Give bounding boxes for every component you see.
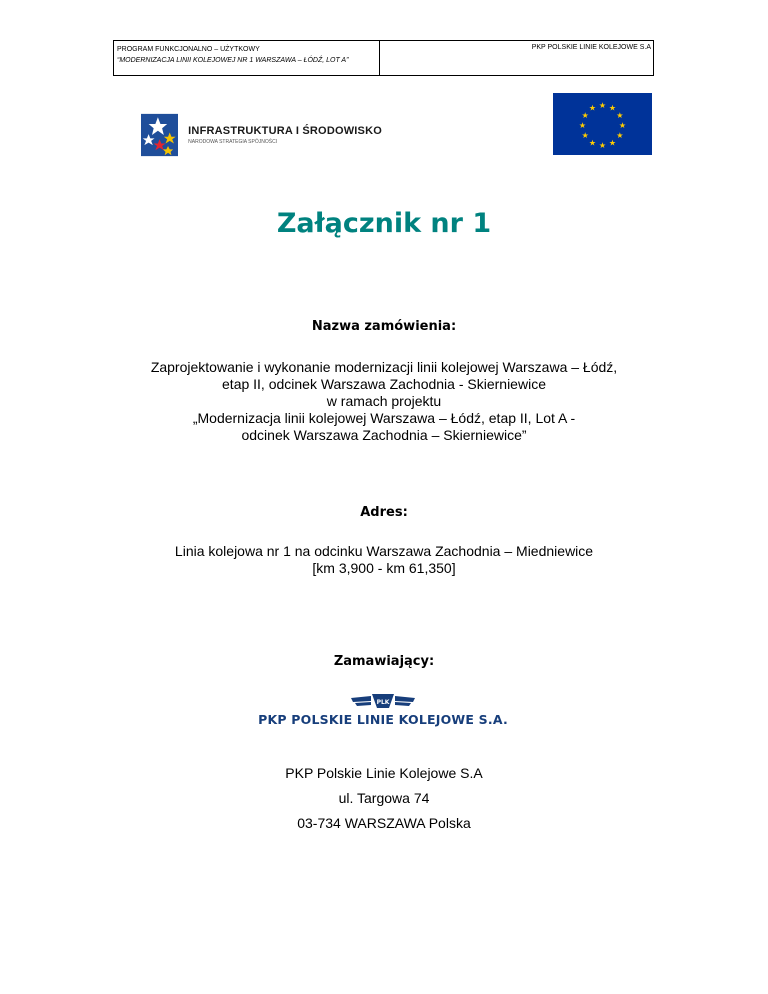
header-program: PROGRAM FUNKCJONALNO – UŻYTKOWY xyxy=(117,46,260,53)
client-name: PKP Polskie Linie Kolejowe S.A xyxy=(285,765,483,781)
header-company: PKP POLSKIE LINIE KOLEJOWE S.A xyxy=(531,44,651,51)
svg-text:★: ★ xyxy=(616,111,624,120)
infrastruktura-logo xyxy=(118,95,382,175)
address-label: Adres: xyxy=(360,505,408,520)
svg-text:★: ★ xyxy=(616,131,624,140)
client-label: Zamawiający: xyxy=(333,654,435,669)
eu-stars-icon xyxy=(553,93,652,155)
svg-text:★: ★ xyxy=(588,138,597,148)
eu-flag xyxy=(553,93,652,155)
address-line: [km 3,900 - km 61,350] xyxy=(312,560,456,576)
svg-text:★: ★ xyxy=(578,121,587,130)
plk-logo-text: PKP POLSKIE LINIE KOLEJOWE S.A. xyxy=(258,712,508,727)
order-description xyxy=(0,359,768,444)
client-city: 03-734 WARSZAWA Polska xyxy=(297,815,471,831)
order-line: w ramach projektu xyxy=(326,393,442,409)
svg-text:★: ★ xyxy=(618,121,627,130)
document-header xyxy=(113,40,654,76)
svg-text:★: ★ xyxy=(581,111,589,120)
ifs-logo-subtitle: NARODOWA STRATEGIA SPÓJNOŚCI xyxy=(188,139,278,145)
client-street: ul. Targowa 74 xyxy=(338,790,430,806)
header-project: “MODERNIZACJA LINII KOLEJOWEJ NR 1 WARSZAWA – ŁÓDŹ, LOT A” xyxy=(117,57,349,64)
svg-text:★: ★ xyxy=(588,103,597,113)
svg-text:★: ★ xyxy=(608,138,617,148)
svg-text:★: ★ xyxy=(598,141,607,150)
address-line: Linia kolejowa nr 1 na odcinku Warszawa Zachodnia – Miedniewice xyxy=(174,543,594,559)
address-description xyxy=(0,543,768,577)
svg-text:★: ★ xyxy=(581,131,589,140)
ifs-emblem-icon xyxy=(141,110,178,160)
order-line: Zaprojektowanie i wykonanie modernizacji linii kolejowej Warszawa – Łódź, xyxy=(150,359,618,375)
order-line: etap II, odcinek Warszawa Zachodnia - Skierniewice xyxy=(222,376,546,392)
svg-text:★: ★ xyxy=(608,103,617,113)
ifs-logo-title: INFRASTRUKTURA I ŚRODOWISKO xyxy=(188,125,382,137)
order-line: odcinek Warszawa Zachodnia – Skierniewice” xyxy=(241,427,527,443)
svg-text:★: ★ xyxy=(598,101,607,110)
order-label: Nazwa zamówienia: xyxy=(311,319,457,334)
plk-badge-text: PLK xyxy=(376,699,390,706)
order-line: „Modernizacja linii kolejowej Warszawa – Łódź, etap II, Lot A - xyxy=(192,410,576,426)
header-left-cell xyxy=(114,41,380,75)
page-title: Załącznik nr 1 xyxy=(276,208,492,239)
